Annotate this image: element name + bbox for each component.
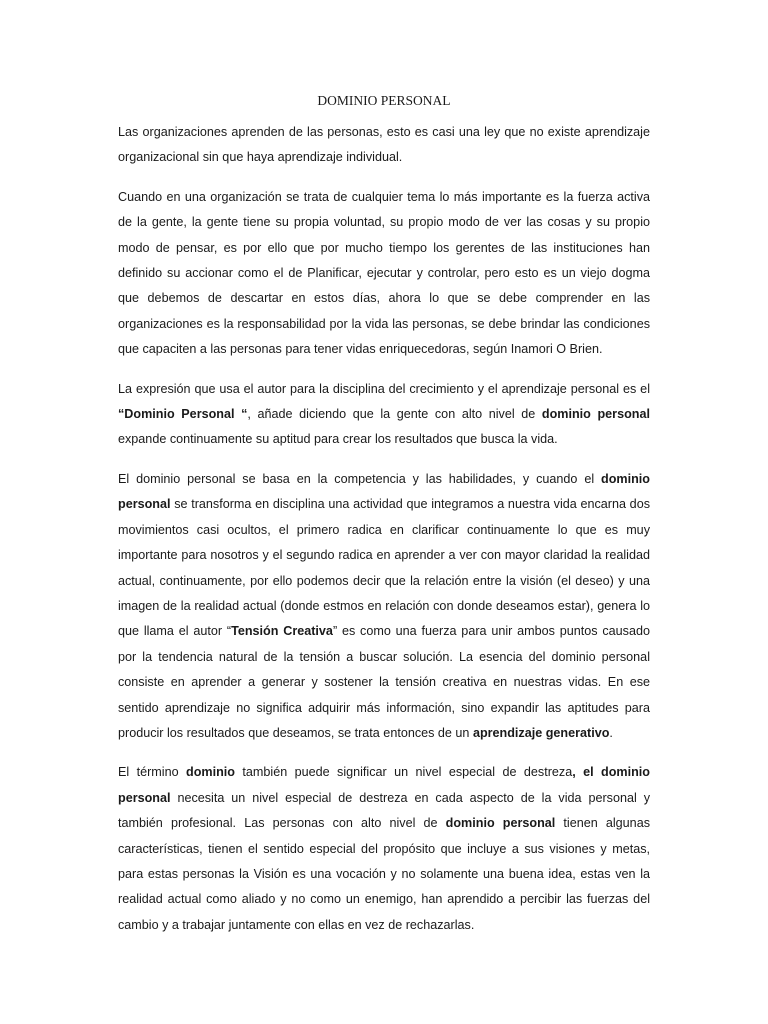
bold-text: dominio [186, 765, 235, 780]
document-body [118, 120, 650, 952]
paragraph-3 [118, 377, 650, 453]
paragraph-1 [118, 120, 650, 171]
bold-text: dominio personal [445, 816, 556, 831]
bold-text: “Dominio Personal “ [118, 407, 248, 422]
paragraph-4 [118, 467, 650, 746]
text-run: Cuando en una organización se trata de cualquier tema lo más importante es la fuerza activa de la gente, la gente tiene su propia voluntad, su propio modo de ver las cosas y su propio modo de pensar, es por ello que por mucho tiempo los gerentes de las instituciones han definido su accionar como el de Planificar, ejecutar y controlar, pero esto es un viejo dogma que debemos de descartar en estos días, ahora lo que se debe comprender en las organizaciones es la responsabilidad por la vida las personas, se debe brindar las condiciones que capaciten a las personas para tener vidas enriquecedoras, según Inamori O Brien. [118, 189, 650, 357]
text-run: El término [118, 765, 187, 780]
document-title: DOMINIO PERSONAL [317, 93, 451, 108]
text-run: . [609, 725, 613, 740]
text-run: se transforma en disciplina una actividad que integramos a nuestra vida encarna dos movimientos casi ocultos, el primero radica en clarificar continuamente lo que es muy importante para nosotros y el segundo radica en aprender a ver con mayor claridad la realidad actual, continuamente, por ello podemos decir que la relación entre la visión (el deseo) y una imagen de la realidad actual (donde estmos en relación con donde deseamos estar), genera lo que llama el autor “ [118, 497, 650, 639]
text-run: expande continuamente su aptitud para crear los resultados que busca la vida. [118, 432, 558, 447]
bold-text: Tensión Creativa [231, 624, 333, 639]
bold-text: aprendizaje generativo [472, 725, 610, 740]
paragraph-2 [118, 185, 650, 363]
text-run: La expresión que usa el autor para la disciplina del crecimiento y el aprendizaje personal es el [118, 381, 650, 396]
bold-text: dominio personal [118, 471, 650, 512]
text-run: ” es como una fuerza para unir ambos puntos causado por la tendencia natural de la tensión a buscar solución. La esencia del dominio personal consiste en aprender a generar y sostener la tensión creativa en nuestras vidas. En ese sentido aprendizaje no significa adquirir más información, sino expandir las aptitudes para producir los resultados que deseamos, se trata entonces de un [118, 624, 650, 740]
bold-text: , el dominio personal [118, 765, 650, 805]
text-run: necesita un nivel especial de destreza en cada aspecto de la vida personal y también profesional. Las personas con alto nivel de [118, 790, 650, 831]
bold-text: dominio personal [541, 407, 650, 422]
paragraph-5 [118, 760, 650, 938]
text-run: también puede significar un nivel especial de destreza [234, 765, 573, 780]
text-run: tienen algunas características, tienen el sentido especial del propósito que incluye a sus visiones y metas, para estas personas la Visión es una vocación y no solamente una buena idea, estas ven la realidad actual como aliado y no como un enemigo, han aprendido a percibir las fuerzas del cambio y a trabajar juntamente con ellas en vez de rechazarlas. [118, 816, 650, 932]
text-run: , añade diciendo que la gente con alto nivel de [247, 407, 542, 422]
text-run: El dominio personal se basa en la competencia y las habilidades, y cuando el [118, 471, 602, 486]
text-run: Las organizaciones aprenden de las personas, esto es casi una ley que no existe aprendizaje organizacional sin que haya aprendizaje individual. [118, 125, 650, 165]
